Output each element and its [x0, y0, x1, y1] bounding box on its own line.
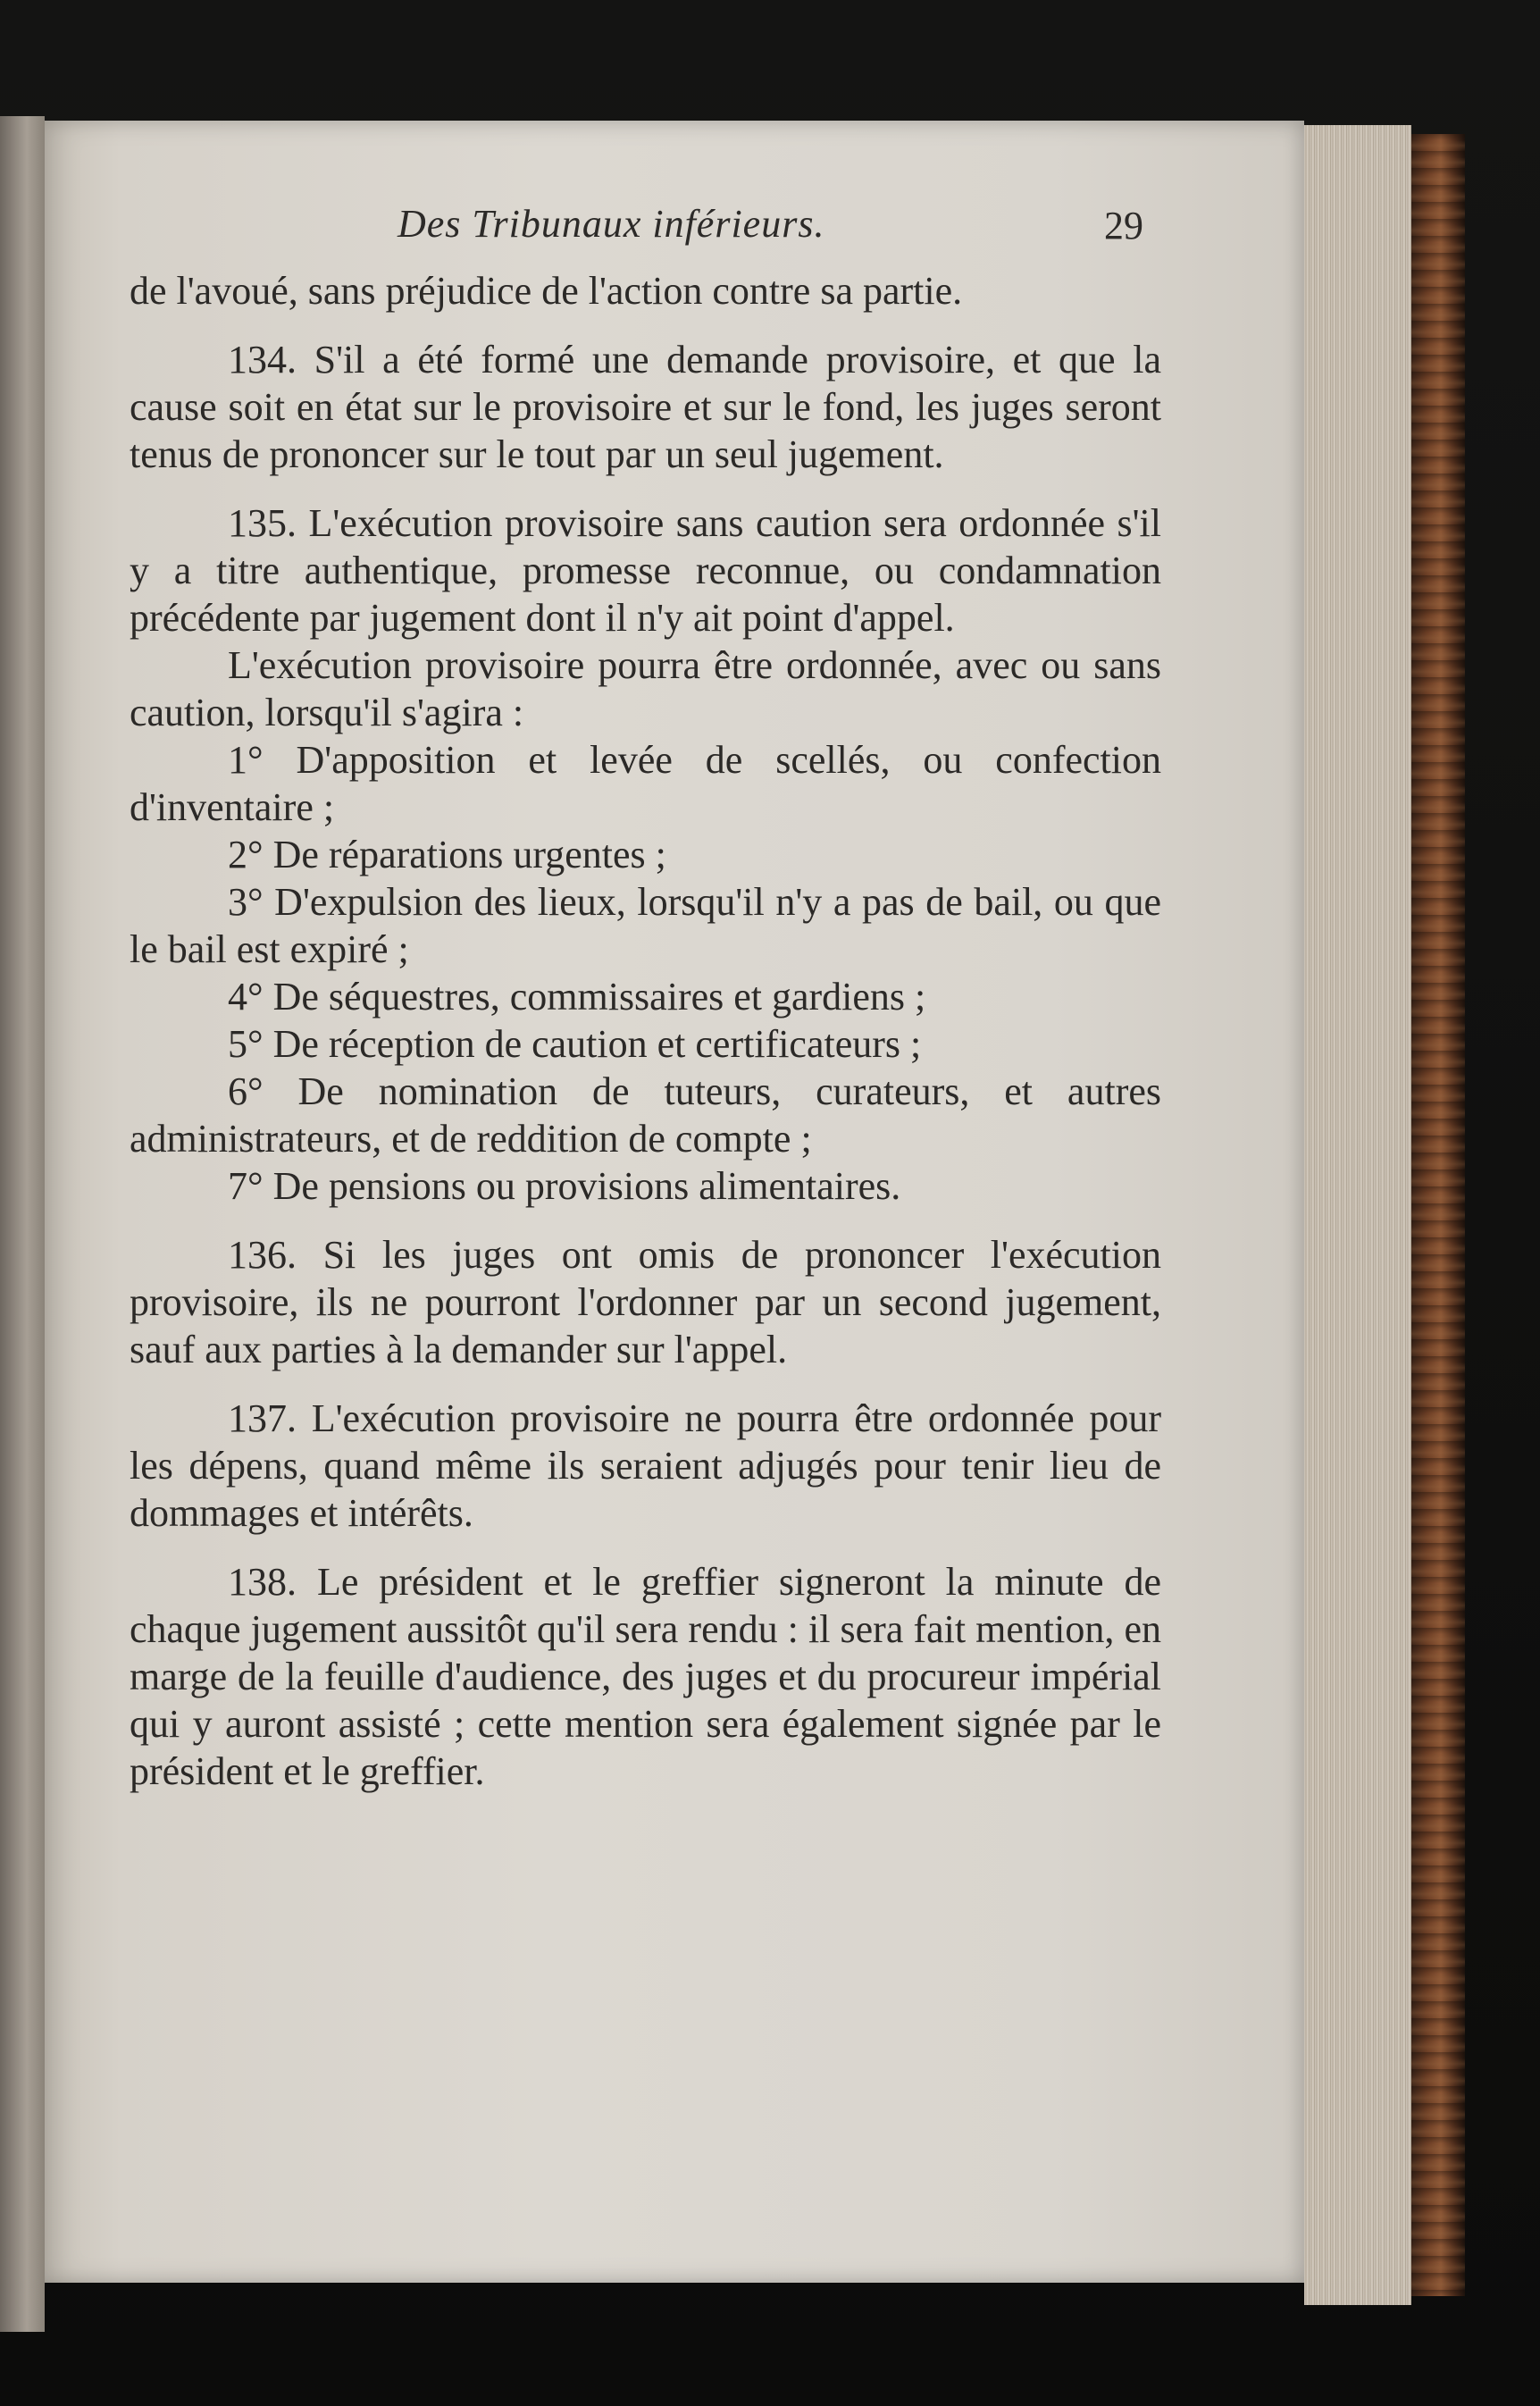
running-title: Des Tribunaux inférieurs.	[398, 202, 825, 246]
page-stack-edge	[1304, 125, 1411, 2305]
article-135-item-4: 4° De séquestres, commissaires et gardiens ;	[228, 975, 926, 1019]
article-135-continuation: L'exécution provisoire pourra être ordonnée, avec ou sans caution, lorsqu'il s'agira :	[130, 643, 1161, 734]
article-137: 137. L'exécution provisoire ne pourra être ordonnée pour les dépens, quand même ils seraient adjugés pour tenir lieu de dommages et intérêts.	[130, 1396, 1161, 1535]
leather-cover-edge	[1411, 134, 1465, 2296]
page-number: 29	[1104, 204, 1143, 247]
page-text-block	[130, 201, 1161, 1795]
article-135-item-5: 5° De réception de caution et certificateurs ;	[228, 1022, 922, 1066]
running-head	[130, 201, 1161, 255]
article-135-item-3: 3° D'expulsion des lieux, lorsqu'il n'y a pas de bail, ou que le bail est expiré ;	[130, 880, 1161, 971]
article-138: 138. Le président et le greffier signeront la minute de chaque jugement aussitôt qu'il sera rendu : il sera fait mention, en marge de la feuille d'audience, des juges et du procureur impérial qui y auront assisté ; cette mention sera également signée par le président et le greffier.	[130, 1560, 1161, 1793]
article-135: 135. L'exécution provisoire sans caution sera ordonnée s'il y a titre authentique, promesse reconnue, ou condamnation précédente par jugement dont il n'y ait point d'appel.	[130, 501, 1161, 640]
article-134: 134. S'il a été formé une demande provisoire, et que la cause soit en état sur le provisoire et sur le fond, les juges seront tenus de prononcer sur le tout par un seul jugement.	[130, 338, 1161, 476]
article-135-item-2: 2° De réparations urgentes ;	[228, 833, 666, 876]
paragraph-continuation: de l'avoué, sans préjudice de l'action contre sa partie.	[130, 269, 963, 313]
article-135-item-1: 1° D'apposition et levée de scellés, ou confection d'inventaire ;	[130, 738, 1161, 829]
article-136: 136. Si les juges ont omis de prononcer l'exécution provisoire, ils ne pourront l'ordonner par un second jugement, sauf aux parties à la demander sur l'appel.	[130, 1233, 1161, 1371]
article-135-item-7: 7° De pensions ou provisions alimentaires.	[228, 1164, 901, 1208]
left-page-edge	[0, 116, 45, 2332]
article-135-item-6: 6° De nomination de tuteurs, curateurs, et autres administrateurs, et de reddition de compte ;	[130, 1069, 1161, 1161]
